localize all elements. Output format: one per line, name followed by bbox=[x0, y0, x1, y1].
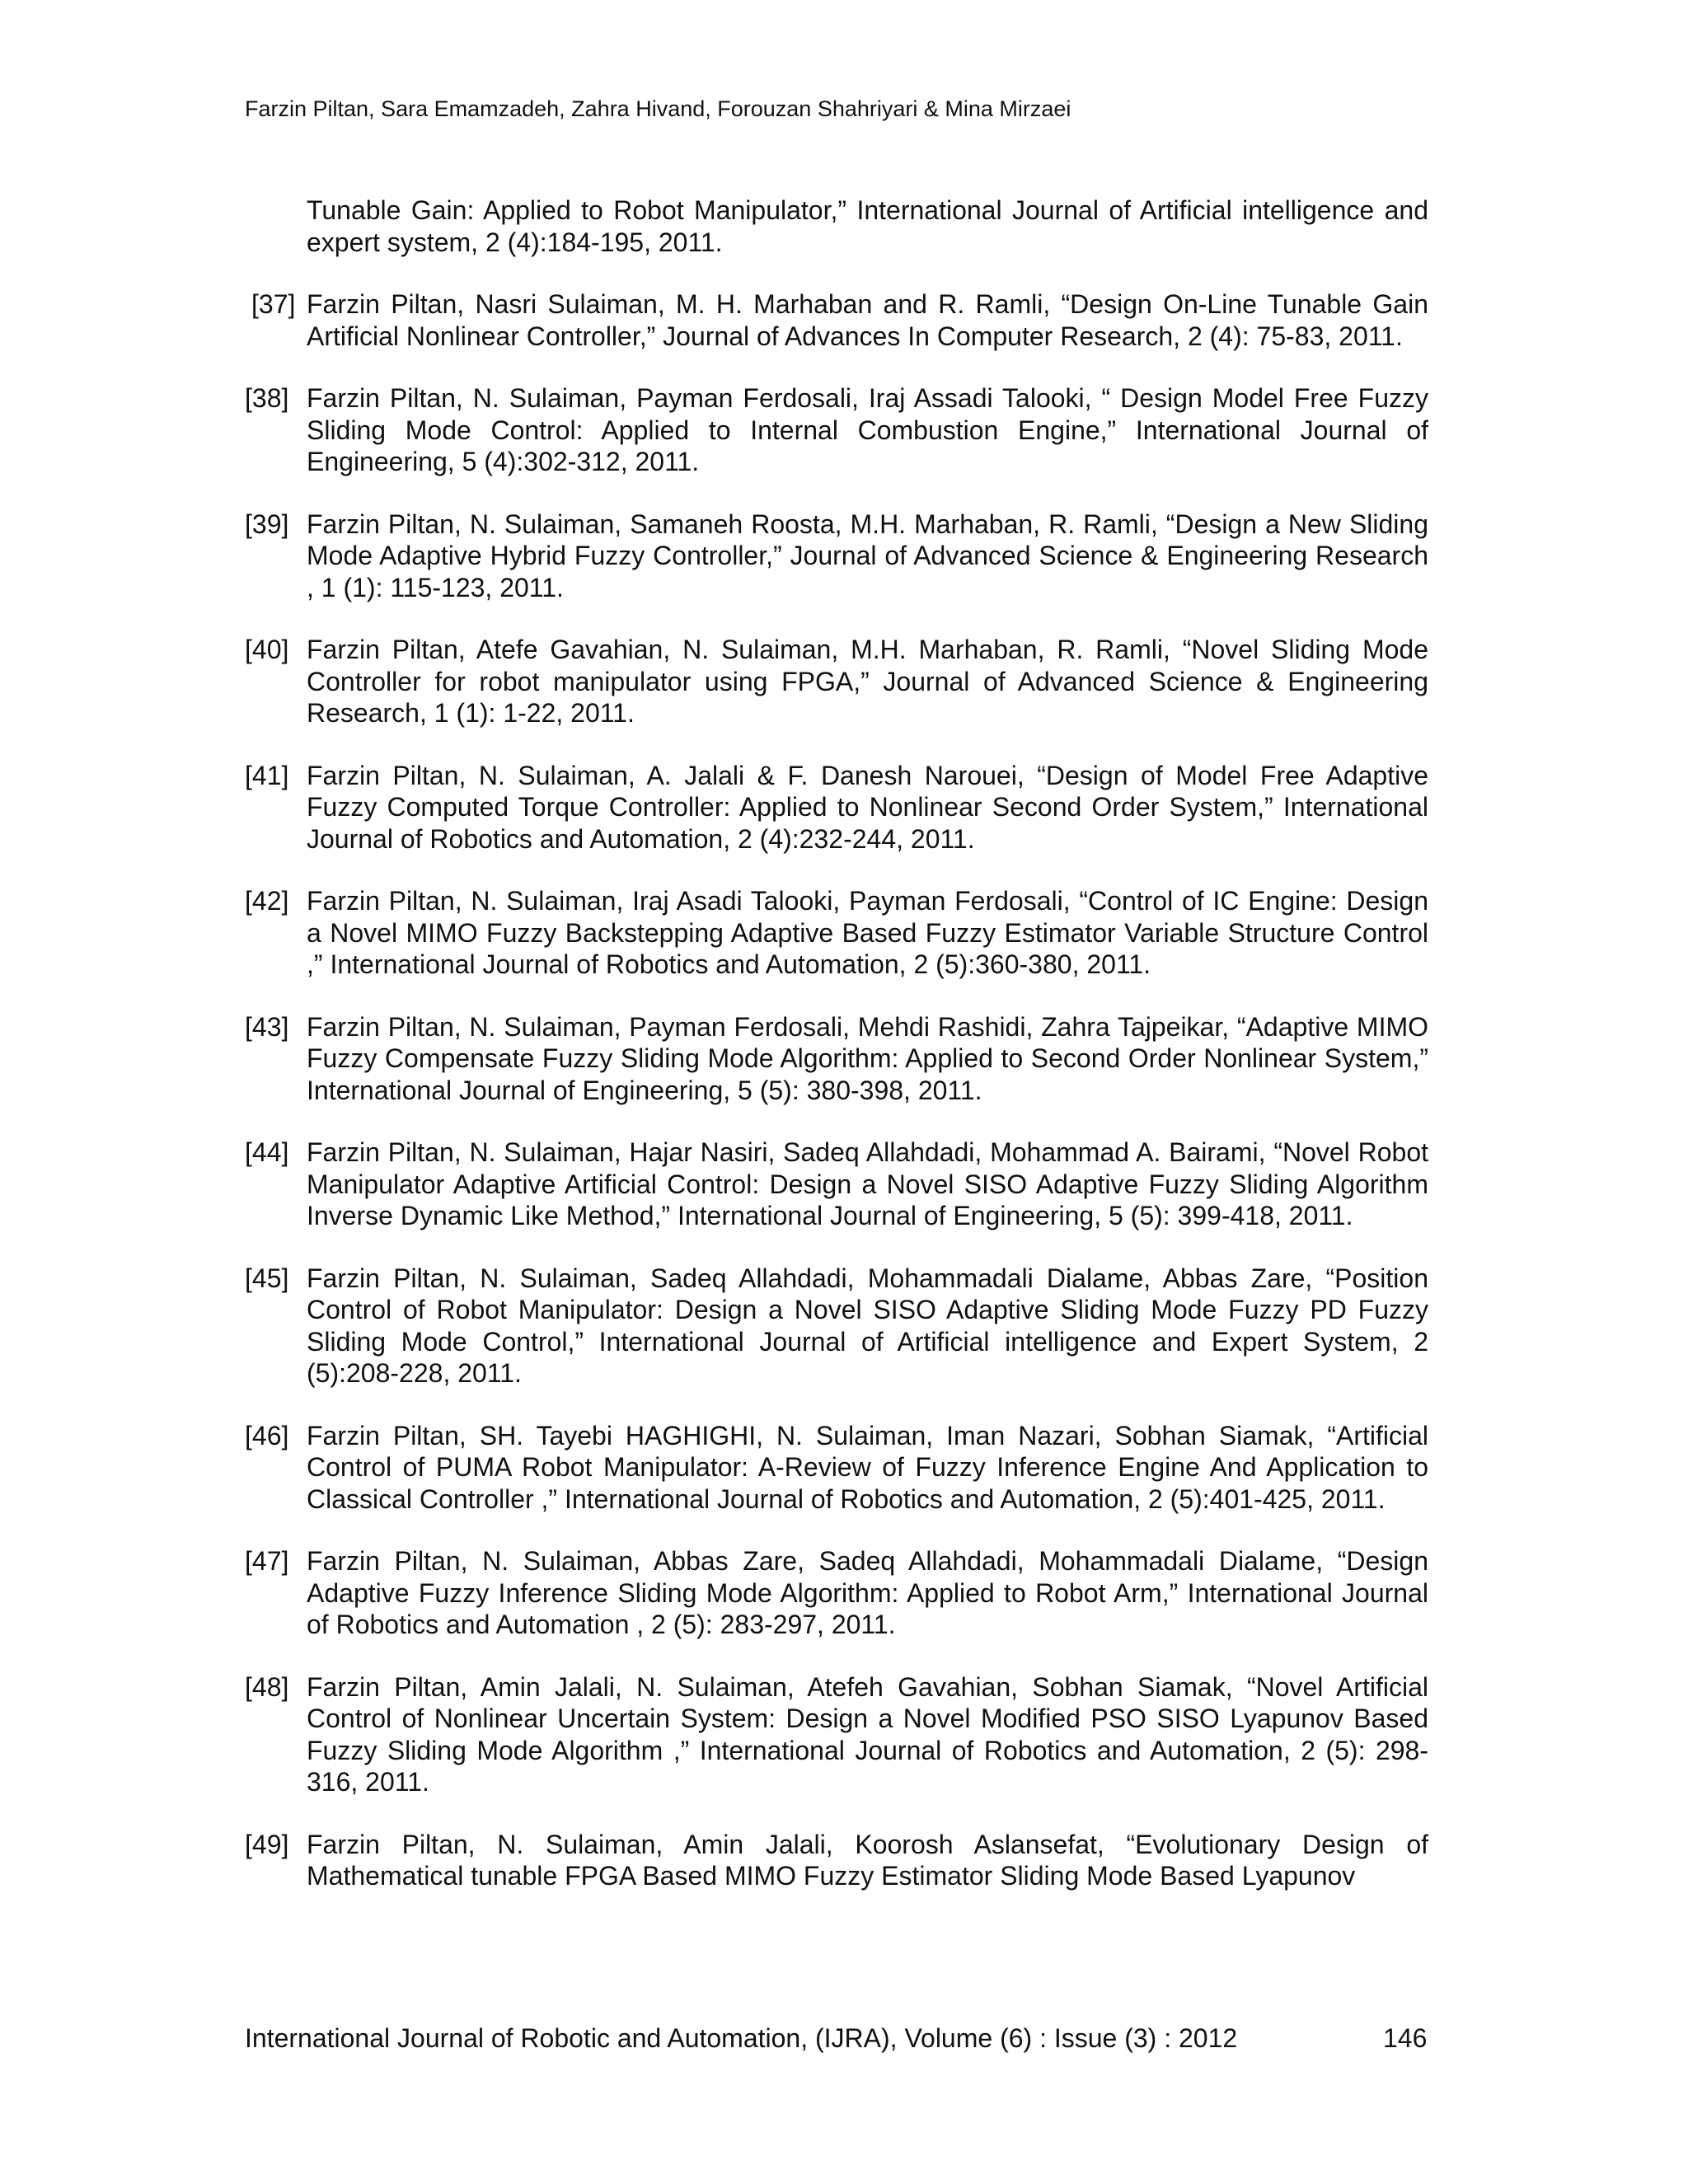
reference-list bbox=[245, 194, 1428, 1923]
reference-text: Farzin Piltan, SH. Tayebi HAGHIGHI, N. Sulaiman, Iman Nazari, Sobhan Siamak, “Artificial Control of PUMA Robot Manipulator: A-Review of Fuzzy Inference Engine And Application to Classical Controller ,” International Journal of Robotics and Automation, 2 (5):401-425, 2011. bbox=[307, 1420, 1428, 1514]
reference-text: Farzin Piltan, N. Sulaiman, A. Jalali & F. Danesh Narouei, “Design of Model Free Adaptive Fuzzy Computed Torque Controller: Applied to Nonlinear Second Order System,” International Journal of Robotics and Automation, 2 (4):232-244, 2011. bbox=[307, 760, 1428, 854]
reference-number: [46] bbox=[245, 1420, 289, 1451]
reference-text: Farzin Piltan, Nasri Sulaiman, M. H. Marhaban and R. Ramli, “Design On-Line Tunable Gain Artificial Nonlinear Controller,” Journal of Advances In Computer Research, 2 (4): 75-83, 2011. bbox=[307, 289, 1428, 351]
reference-item bbox=[245, 1671, 1428, 1798]
reference-number: [41] bbox=[245, 760, 289, 790]
reference-text: Tunable Gain: Applied to Robot Manipulator,” International Journal of Artificial intelligence and expert system, 2 (4):184-195, 2011. bbox=[307, 195, 1428, 257]
reference-text: Farzin Piltan, N. Sulaiman, Hajar Nasiri, Sadeq Allahdadi, Mohammad A. Bairami, “Novel Robot Manipulator Adaptive Artificial Control: Design a Novel SISO Adaptive Fuzzy Sliding Algorithm Inverse Dynamic Like Method,” International Journal of Engineering, 5 (5): 399-418, 2011. bbox=[307, 1137, 1428, 1230]
reference-item bbox=[245, 1545, 1428, 1641]
reference-text: Farzin Piltan, Amin Jalali, N. Sulaiman, Atefeh Gavahian, Sobhan Siamak, “Novel Artificial Control of Nonlinear Uncertain System: Design a Novel Modified PSO SISO Lyapunov Based Fuzzy Sliding Mode Algorithm ,” International Journal of Robotics and Automation, 2 (5): 298-316, 2011. bbox=[307, 1671, 1428, 1797]
reference-text: Farzin Piltan, N. Sulaiman, Samaneh Roosta, M.H. Marhaban, R. Ramli, “Design a New Sliding Mode Adaptive Hybrid Fuzzy Controller,” Journal of Advanced Science & Engineering Research , 1 (1): 115-123, 2011. bbox=[307, 509, 1428, 602]
reference-text: Farzin Piltan, N. Sulaiman, Amin Jalali, Koorosh Aslansefat, “Evolutionary Design of Mathematical tunable FPGA Based MIMO Fuzzy Estimator Sliding Mode Based Lyapunov bbox=[307, 1829, 1428, 1891]
reference-number: [43] bbox=[245, 1011, 289, 1042]
reference-text: Farzin Piltan, N. Sulaiman, Abbas Zare, Sadeq Allahdadi, Mohammadali Dialame, “Design Adaptive Fuzzy Inference Sliding Mode Algorithm: Applied to Robot Arm,” International Journal of Robotics and Automation , 2 (5): 283-297, 2011. bbox=[307, 1546, 1428, 1639]
reference-item bbox=[245, 760, 1428, 855]
reference-item bbox=[245, 1137, 1428, 1232]
reference-number: [42] bbox=[245, 886, 289, 916]
reference-number: [37] bbox=[251, 289, 296, 319]
reference-number: [40] bbox=[245, 635, 289, 664]
reference-text: Farzin Piltan, N. Sulaiman, Payman Ferdosali, Mehdi Rashidi, Zahra Tajpeikar, “Adaptive MIMO Fuzzy Compensate Fuzzy Sliding Mode Algorithm: Applied to Second Order Nonlinear System,” International Journal of Engineering, 5 (5): 380-398, 2011. bbox=[307, 1011, 1428, 1105]
reference-item bbox=[245, 1011, 1428, 1107]
reference-item bbox=[245, 1420, 1428, 1516]
reference-number: [47] bbox=[245, 1546, 289, 1576]
running-header: Farzin Piltan, Sara Emamzadeh, Zahra Hivand, Forouzan Shahriyari & Mina Mirzaei bbox=[245, 96, 1071, 121]
reference-item bbox=[245, 288, 1428, 352]
reference-number: [44] bbox=[245, 1137, 289, 1167]
page-number: 146 bbox=[1383, 2023, 1428, 2053]
reference-item bbox=[245, 885, 1428, 981]
reference-number: [45] bbox=[245, 1263, 289, 1293]
reference-number: [49] bbox=[245, 1829, 289, 1859]
reference-number: [38] bbox=[245, 383, 289, 413]
reference-continuation bbox=[245, 194, 1428, 258]
reference-item bbox=[245, 1829, 1428, 1892]
reference-text: Farzin Piltan, N. Sulaiman, Sadeq Allahdadi, Mohammadali Dialame, Abbas Zare, “Position Control of Robot Manipulator: Design a Novel SISO Adaptive Sliding Mode Fuzzy PD Fuzzy Sliding Mode Control,” International Journal of Artificial intelligence and Expert System, 2 (5):208-228, 2011. bbox=[307, 1263, 1428, 1388]
reference-item bbox=[245, 1263, 1428, 1390]
reference-item bbox=[245, 634, 1428, 729]
reference-text: Farzin Piltan, Atefe Gavahian, N. Sulaiman, M.H. Marhaban, R. Ramli, “Novel Sliding Mode Controller for robot manipulator using FPGA,” Journal of Advanced Science & Engineering Research, 1 (1): 1-22, 2011. bbox=[307, 635, 1428, 728]
reference-text: Farzin Piltan, N. Sulaiman, Iraj Asadi Talooki, Payman Ferdosali, “Control of IC Engine: Design a Novel MIMO Fuzzy Backstepping Adaptive Based Fuzzy Estimator Variable Structure Control ,” International Journal of Robotics and Automation, 2 (5):360-380, 2011. bbox=[307, 886, 1428, 979]
running-footer: International Journal of Robotic and Automation, (IJRA), Volume (6) : Issue (3) : 2012 bbox=[245, 2023, 1238, 2053]
reference-number: [39] bbox=[245, 509, 289, 539]
reference-item bbox=[245, 382, 1428, 478]
reference-item bbox=[245, 509, 1428, 604]
reference-text: Farzin Piltan, N. Sulaiman, Payman Ferdosali, Iraj Assadi Talooki, “ Design Model Free Fuzzy Sliding Mode Control: Applied to Internal Combustion Engine,” International Journal of Engineering, 5 (4):302-312, 2011. bbox=[307, 383, 1428, 476]
reference-number: [48] bbox=[245, 1671, 289, 1702]
